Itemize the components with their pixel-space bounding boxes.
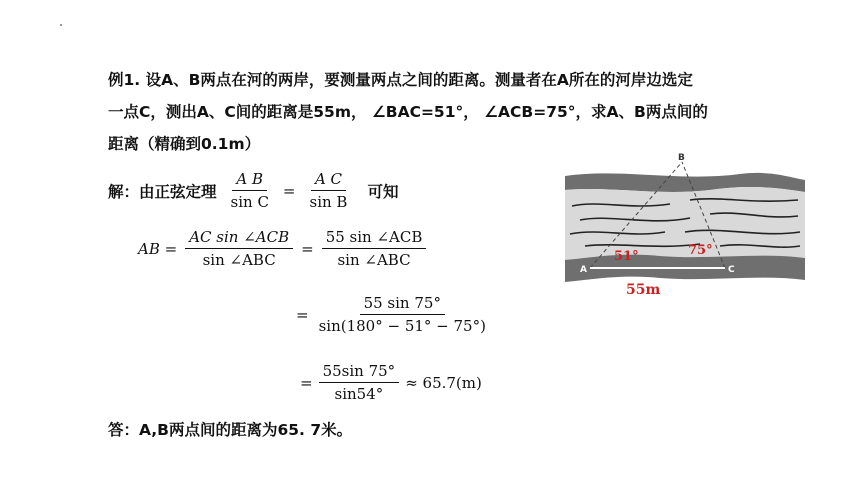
- formula-step-1: [138, 228, 426, 269]
- formula-step-4: [300, 362, 482, 403]
- step3-fraction: [315, 294, 490, 335]
- step2-equals: =: [301, 239, 314, 258]
- law-num-left: A B: [232, 170, 267, 191]
- distance-label: 55m: [626, 282, 661, 298]
- law-den-left: sin C: [230, 193, 269, 211]
- law-of-sines-line: [108, 170, 398, 211]
- law-den-right: sin B: [309, 193, 348, 211]
- kezhi-text: 可知: [367, 182, 399, 201]
- step2-den: sin ∠ABC: [337, 251, 411, 269]
- step4-fraction: [319, 362, 400, 403]
- law-equals: =: [282, 181, 296, 200]
- problem-line-2: 一点C，测出A、C间的距离是55m， ∠BAC=51°， ∠ACB=75°，求A、B两点间的: [108, 103, 708, 121]
- law-fraction-right: [306, 170, 352, 211]
- law-fraction-left: [227, 170, 273, 211]
- angle-A-label: 51°: [614, 249, 639, 264]
- step1-num: AC sin ∠ACB: [185, 228, 293, 249]
- step3-equals: =: [296, 305, 309, 324]
- river-water: [565, 187, 805, 260]
- problem-line-3: 距离（精确到0.1m）: [108, 135, 261, 153]
- label-B: B: [678, 153, 685, 163]
- step3-num: 55 sin 75°: [360, 294, 445, 315]
- step3-den: sin(180° − 51° − 75°): [318, 317, 486, 335]
- step4-num: 55sin 75°: [319, 362, 400, 383]
- step1-lhs: AB =: [138, 239, 178, 258]
- label-C: C: [728, 265, 735, 275]
- step4-equals: =: [300, 373, 313, 392]
- step1-den: sin ∠ABC: [202, 251, 276, 269]
- step4-result: ≈ 65.7(m): [405, 373, 482, 392]
- angle-C-label: 75°: [688, 243, 713, 258]
- answer-text: 答：A,B两点间的距离为65. 7米。: [108, 421, 353, 439]
- label-A: A: [580, 265, 587, 275]
- solution-intro: 解：由正弦定理: [108, 182, 217, 201]
- problem-statement: [108, 64, 808, 160]
- step4-den: sin54°: [334, 385, 384, 403]
- step2-fraction: [322, 228, 427, 269]
- problem-line-1: 例1. 设A、B两点在河的两岸，要测量两点之间的距离。测量者在A所在的河岸边选定: [108, 71, 693, 89]
- formula-step-3: [296, 294, 490, 335]
- river-diagram: [560, 148, 810, 308]
- corner-dot: [60, 24, 62, 26]
- law-num-right: A C: [311, 170, 346, 191]
- step1-fraction: [185, 228, 293, 269]
- step2-num: 55 sin ∠ACB: [322, 228, 427, 249]
